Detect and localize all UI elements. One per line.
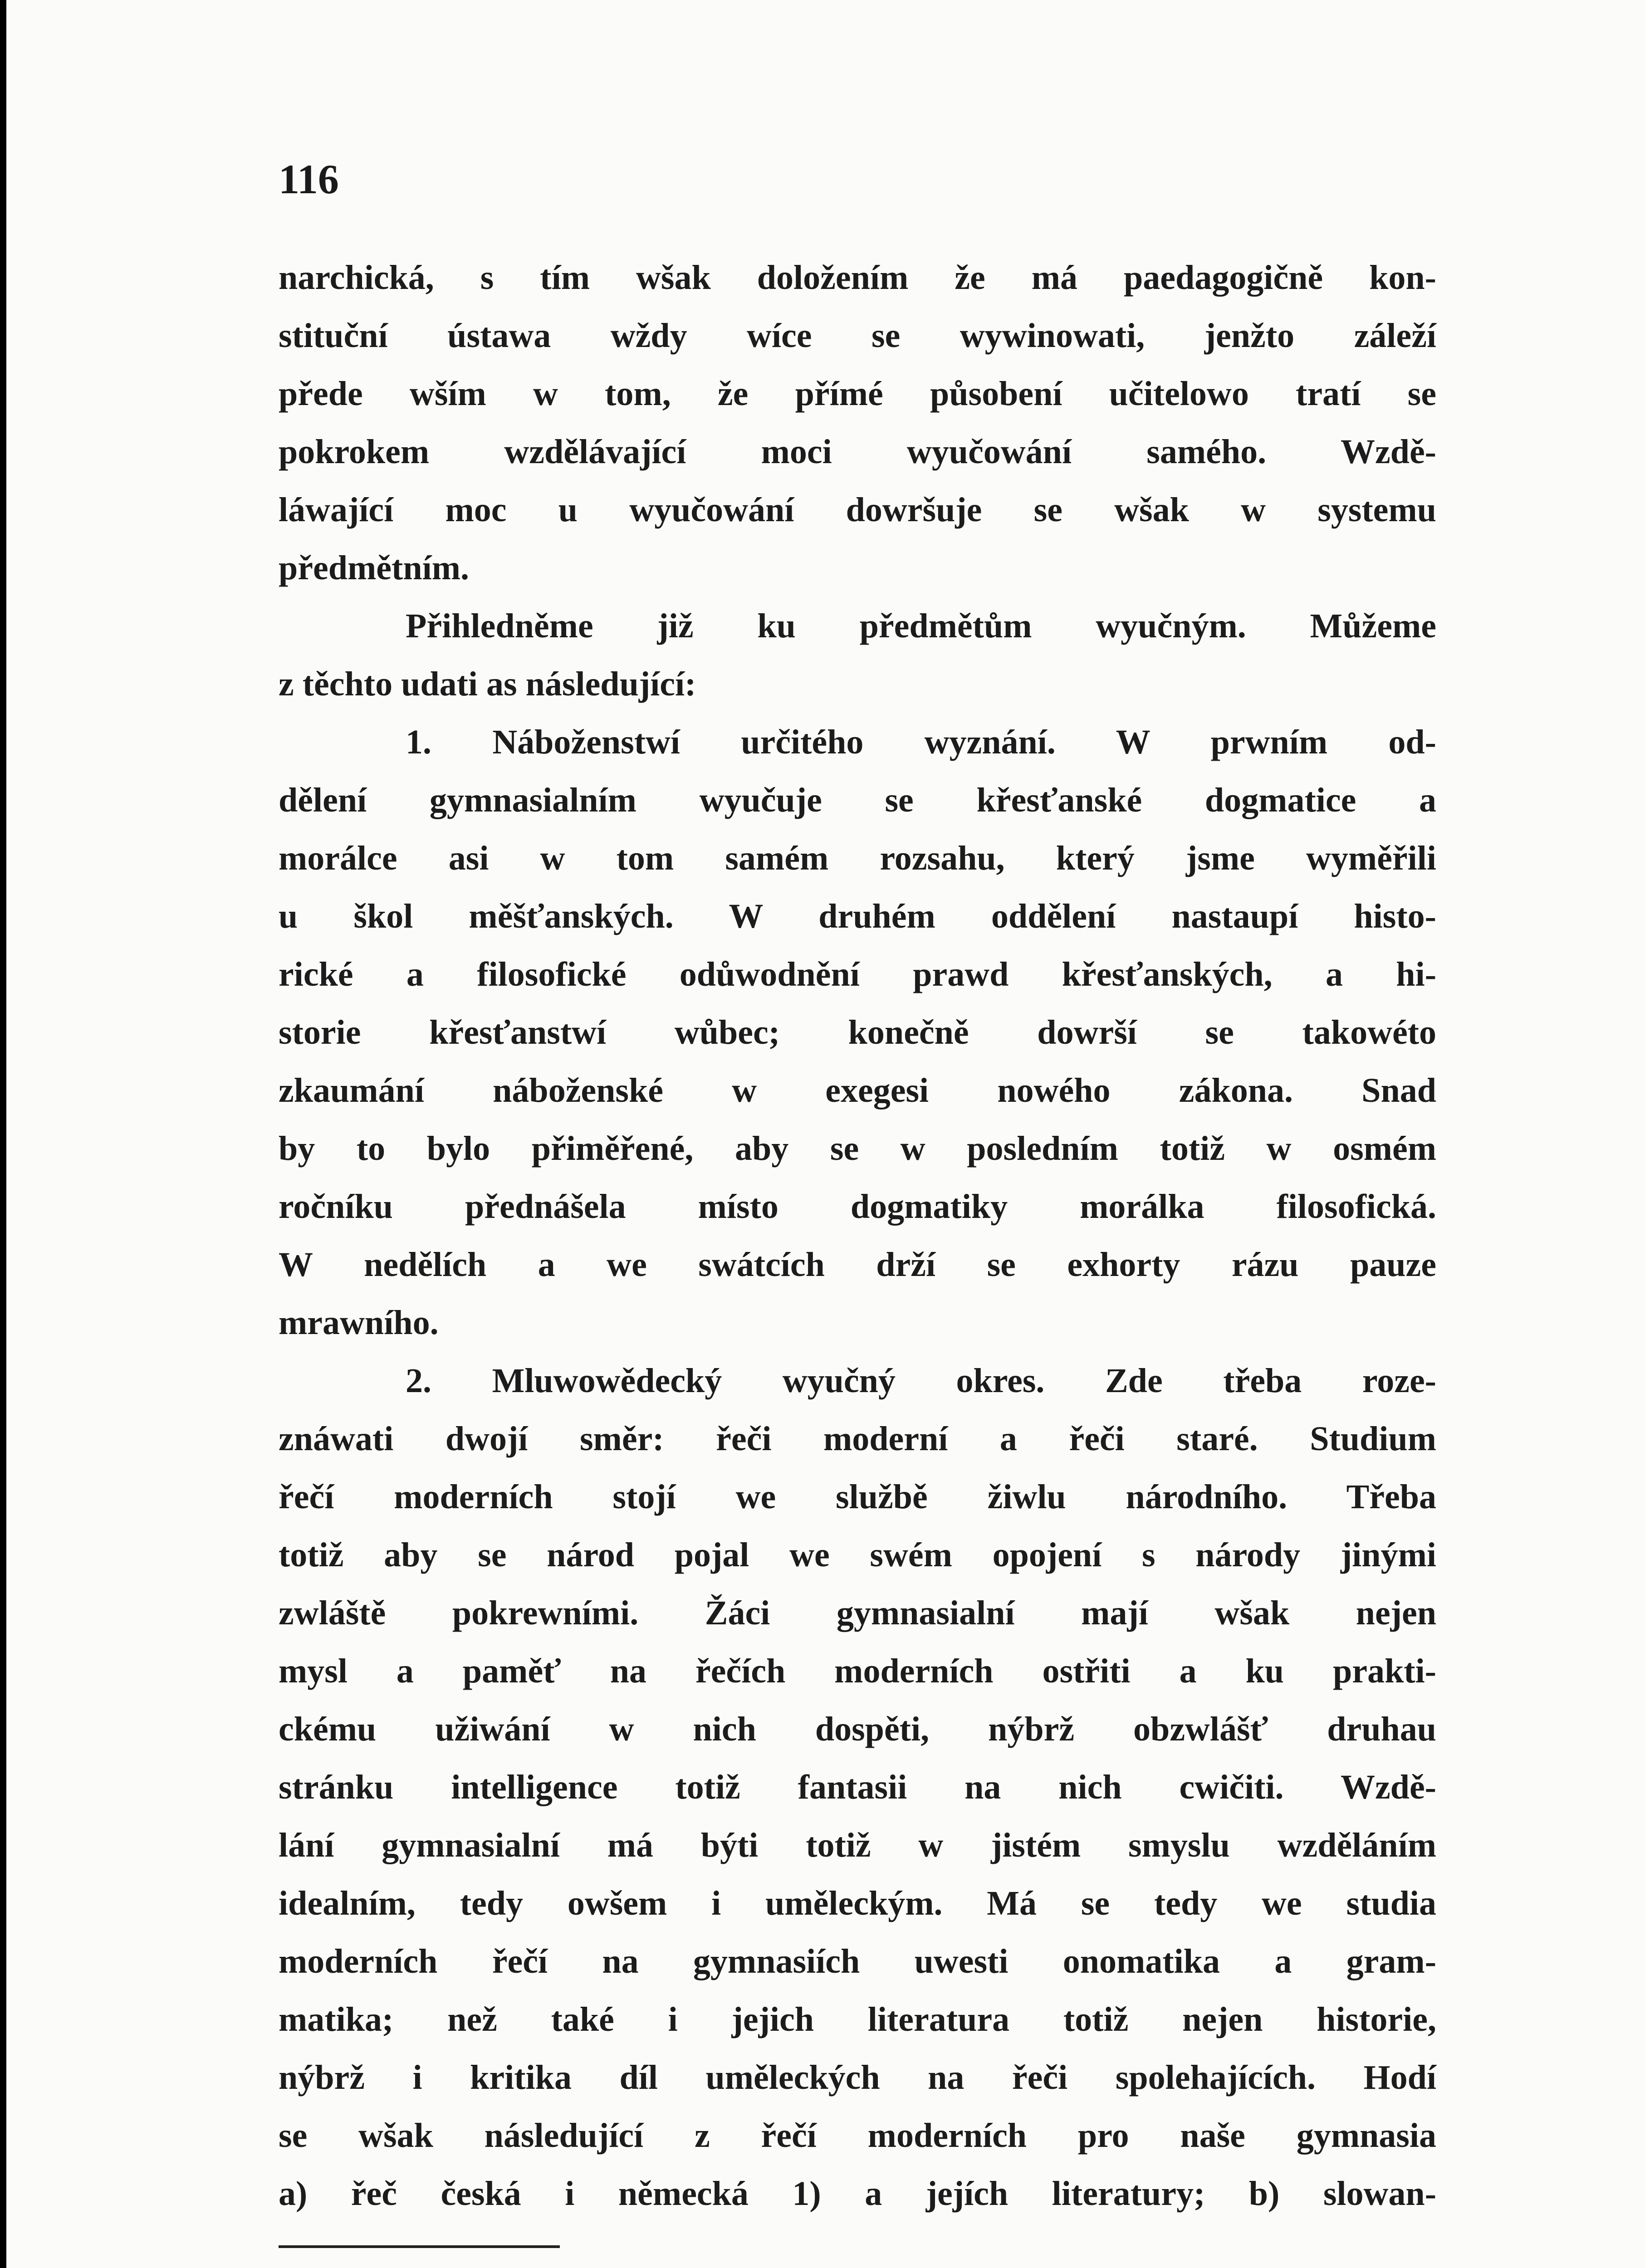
- text-line: znáwati dwojí směr: řeči moderní a řeči staré. Studium: [279, 1420, 1436, 1458]
- body-text: [279, 249, 1436, 2223]
- text-line: by to bylo přiměřené, aby se w posledním totiž w osmém: [279, 1129, 1436, 1168]
- text-line: moderních řečí na gymnasiích uwesti onomatika a gram-: [279, 1942, 1436, 1980]
- text-line: totiž aby se národ pojal we swém opojení s národy jinými: [279, 1536, 1436, 1574]
- text-line: 1. Náboženstwí určitého wyznání. W prwním od-: [406, 723, 1436, 761]
- text-line: a) řeč česká i německá 1) a jejích literatury; b) slowan-: [279, 2175, 1436, 2213]
- text-line: láwající moc u wyučowání dowršuje se wšak w systemu: [279, 491, 1436, 529]
- book-page: [6, 0, 1645, 2268]
- text-line: rické a filosofické odůwodnění prawd křesťanských, a hi-: [279, 955, 1436, 993]
- text-line: 2. Mluwowědecký wyučný okres. Zde třeba roze-: [406, 1362, 1436, 1400]
- text-line: mrawního.: [279, 1304, 439, 1342]
- text-line: idealním, tedy owšem i uměleckým. Má se tedy we studia: [279, 1884, 1436, 1922]
- text-line: ckému užiwání w nich dospěti, nýbrž obzwlášť druhau: [279, 1710, 1436, 1748]
- text-line: nýbrž i kritika díl uměleckých na řeči spolehajících. Hodí: [279, 2058, 1436, 2097]
- page-number: 116: [279, 156, 339, 202]
- text-line: ročníku přednášela místo dogmatiky morálka filosofická.: [279, 1188, 1436, 1226]
- text-line: předmětním.: [279, 549, 470, 587]
- text-line: z těchto udati as následující:: [279, 665, 696, 703]
- text-line: dělení gymnasialním wyučuje se křesťanské dogmatice a: [279, 781, 1436, 819]
- footnote-divider: [279, 2245, 560, 2248]
- footnote: [306, 2261, 1436, 2268]
- text-line: Přihledněme již ku předmětům wyučným. Můžeme: [406, 607, 1436, 645]
- footnote-line: [306, 2261, 1436, 2268]
- scan-left-border: [0, 0, 6, 2268]
- text-line: zwláště pokrewními. Žáci gymnasialní mají wšak nejen: [279, 1594, 1436, 1632]
- text-line: se wšak následující z řečí moderních pro naše gymnasia: [279, 2116, 1436, 2155]
- text-line: W nedělích a we swátcích drží se exhorty rázu pauze: [279, 1246, 1436, 1284]
- text-line: řečí moderních stojí we službě žiwlu národního. Třeba: [279, 1478, 1436, 1516]
- text-line: narchická, s tím wšak doložením že má paedagogičně kon-: [279, 259, 1436, 297]
- text-line: mysl a paměť na řečích moderních ostřiti a ku prakti-: [279, 1652, 1436, 1690]
- text-line: matika; než také i jejich literatura totiž nejen historie,: [279, 2000, 1436, 2038]
- text-line: storie křesťanstwí wůbec; konečně dowrší se takowéto: [279, 1013, 1436, 1051]
- text-line: zkaumání náboženské w exegesi nowého zákona. Snad: [279, 1071, 1436, 1110]
- text-line: pokrokem wzdělávající moci wyučowání samého. Wzdě-: [279, 433, 1436, 471]
- text-line: morálce asi w tom samém rozsahu, který jsme wyměřili: [279, 839, 1436, 877]
- text-line: u škol měšťanských. W druhém oddělení nastaupí histo-: [279, 897, 1436, 935]
- text-line: stituční ústawa wždy wíce se wywinowati, jenžto záleží: [279, 317, 1436, 355]
- text-line: lání gymnasialní má býti totiž w jistém smyslu wzděláním: [279, 1826, 1436, 1864]
- text-line: stránku intelligence totiž fantasii na nich cwičiti. Wzdě-: [279, 1768, 1436, 1806]
- text-line: přede wším w tom, že přímé působení učitelowo tratí se: [279, 375, 1436, 413]
